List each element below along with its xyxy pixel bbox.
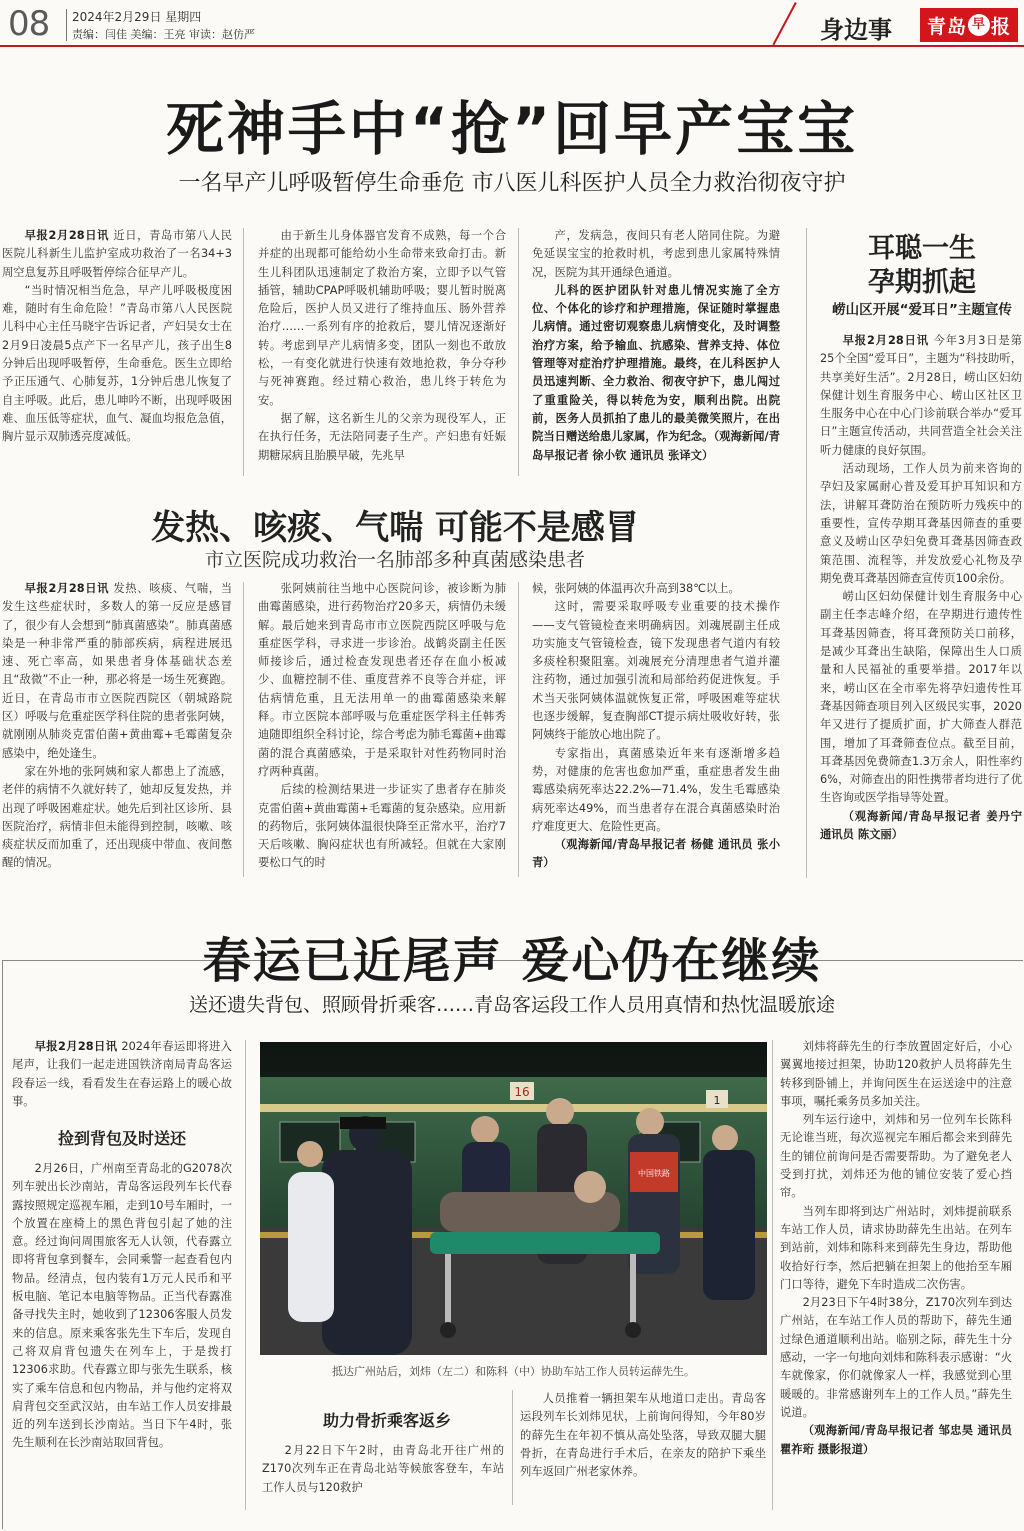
story1-column-1: 早报2月28日讯 近日，青岛市第八人民医院儿科新生儿监护室成功救治了一名34+3周空息复苏且呼吸暂停综合征早产儿。 “当时情况相当危急，早产儿呼吸极度困难，随时有生命危险！”青岛市第八人民医院儿科中心主任马晓宇告诉记者，产妇吴女士在2月9日凌晨5点产下一名早产儿，孩子出生8分钟后出现呼吸暂停，生命垂危。医生立即给予正压通气、心肺复苏，1分钟后患儿恢复了自主呼吸。此后，患儿呻吟不断，出现呼吸困难、血压低等症状，血气、凝血均报危急值，胸片显示双肺透亮度减低。: [2, 229, 232, 444]
column-divider: [518, 228, 519, 476]
vest-label: 中国铁路: [638, 1169, 670, 1178]
header-rule: [0, 45, 1024, 47]
story1-subheadline: 一名早产儿呼吸暂停生命垂危 市八医儿科医护人员全力救治彻夜守护: [178, 171, 846, 196]
story2-subheadline: 市立医院成功救治一名肺部多种真菌感染患者: [204, 549, 585, 571]
side-story-column: 早报2月28日讯 今年3月3日是第25个全国“爱耳日”，主题为“科技助听，共享美好生活”。2月28日，崂山区妇幼保健计划生育服务中心、崂山区社区卫生服务中心在中心门诊前联合举办“爱耳日”主题宣传活动，共同营造全社会关注听力健康的良好氛围。 活动现场，工作人员为前来咨询的孕妇及家属耐心普及爱耳护耳知识和方法，讲解耳聋防治在预防听力残疾中的重要性，宣传孕期耳聋基因筛查的重要意义及崂山区孕妇免费耳聋基因筛查政策范围、流程等，并发放爱心礼物及孕期免费耳聋基因筛查宣传页100余份。 崂山区妇幼保健计划生育服务中心副主任李志峰介绍，在孕期进行遗传性耳聋基因筛查，将耳聋预防关口前移，是减少耳聋出生缺陷，保障出生人口质量和人民福祉的重要举措。2017年以来，崂山区在全市率先将孕妇遗传性耳聋基因筛查项目列入区级民实事，2020年又进行了提质扩面，扩大筛查人群范围，增加了耳聋筛查位点。截至目前，耳聋基因免费筛查1.3万余人，阳性率约6%，对筛查出的阳性携带者均进行了优生咨询或医学指导等处置。 （观海新闻/青岛早报记者 姜丹宁 通讯员 陈文丽）: [820, 334, 1022, 842]
story3-section2-title: 助力骨折乘客返乡: [322, 1411, 451, 1430]
train-signal-number: 1: [713, 1094, 721, 1107]
story3-section1-title: 捡到背包及时送还: [57, 1129, 186, 1148]
story3-intro: 早报2月28日讯 2024年春运即将进入尾声，让我们一起走进国铁济南局青岛客运段春运一线，看看发生在春运路上的暖心故事。: [12, 1040, 232, 1108]
issue-date: 2024年2月29日 星期四: [72, 10, 202, 24]
column-divider: [243, 582, 244, 877]
side-headline-line1: 耳聪一生: [868, 233, 976, 264]
story3-column-4: 刘炜将薛先生的行李放置固定好后，小心翼翼地接过担架，协助120救护人员将薛先生转移到卧铺上，并询问医生在运送途中的注意事项，嘱托乘务员多加关注。 列车运行途中，刘炜和另一位列车长陈科无论谁当班，每次巡视完车厢后都会来到薛先生的铺位前询问是否需要帮助。为了避免老人受到打扰，刘炜还为他的铺位安装了爱心挡帘。 当列车即将到达广州站时，刘炜提前联系车站工作人员，请求协助薛先生出站。在列车到站前，刘炜和陈科来到薛先生身边，帮助他收拾好行李，然后把躺在担架上的他抬至车厢门口等待，避免下车时造成二次伤害。 2月23日下午4时38分，Z170次列车到达广州站，在车站工作人员的帮助下，薛先生通过绿色通道顺利出站。临别之际，薛先生十分感动，一字一句地向刘炜和陈科表示感谢：“火车就像家，你们就像家人一样，我感觉到心里暖暖的。非常感谢列车上的工作人员。”薛先生说道。 （观海新闻/青岛早报记者 邹忠昊 通讯员 瞿祚珩 摄影报道）: [780, 1040, 1012, 1456]
story3-headline: 春运已近尾声 爱心仍在继续: [202, 933, 822, 989]
story3-column-1: 2月26日，广州南至青岛北的G2078次列车驶出长沙南站，青岛客运段列车长代春露按照规定巡视车厢，走到10号车厢时，一个放置在座椅上的黑色背包引起了她的注意。经过询问周围旅客无人认领，代春露立即将背包拿到餐车，会同乘警一起查看包内物品。经清点，包内装有1万元人民币和平板电脑、笔记本电脑等物品。正当代春露准备寻找失主时，她收到了12306客服人员发来的信息。原来乘客张先生下车后，发现自己将双肩背包遗失在列车上，于是拨打12306求助。代春露立即与张先生联系，核实了乘车信息和包内物品，并与他约定将双肩背包交至武汉站，由车站工作人员安排最近的列车送到长沙南站。当日下午4时，张先生顺利在长沙南站取回背包。: [12, 1162, 232, 1450]
story3-column-3: 人员推着一辆担架车从地道口走出。青岛客运段列车长刘炜见状，上前询问得知，今年80岁的薛先生在年初不慎从高处坠落，导致双腿大腿骨折，在青岛进行手术后，在亲友的陪护下乘坐列车返回广州老家休养。: [520, 1392, 766, 1479]
story3-column-2: 2月22日下午2时，由青岛北开往广州的Z170次列车正在青岛北站等候旅客登车，车站工作人员与120救护: [262, 1444, 504, 1494]
story1-column-2: 由于新生儿身体器官发育不成熟，每一个合并症的出现都可能给幼小生命带来致命打击。新生儿科团队迅速制定了救治方案，立即予以气管插管，辅助CPAP呼吸机辅助呼吸；婴儿暂时脱离危险后，医护人员又进行了维持血压、肠外营养治疗……一系列有序的抢救后，婴儿情况逐渐好转。考虑到早产儿病情多变，团队一刻也不敢放松，一有变化就进行快速有效地抢救，争分夺秒与死神赛跑。经过精心救治，患儿终于转危为安。 据了解，这名新生儿的父亲为现役军人，正在执行任务，无法陪同妻子生产。产妇患有妊娠期糖尿病且胎膜早破，先兆早: [258, 229, 506, 462]
column-divider: [772, 1040, 773, 1510]
side-subheadline: 崂山区开展“爱耳日”主题宣传: [832, 302, 1012, 318]
story1-column-3: 产，发病急，夜间只有老人陪同住院。为避免延误宝宝的抢救时机，考虑到患儿家属特殊情况，医院为其开通绿色通道。 儿科的医护团队针对患儿情况实施了全方位、个体化的诊疗和护理措施，保证随时掌握患儿病情。通过密切观察患儿病情变化，及时调整治疗方案，给予输血、抗感染、营养支持、体位管理等对症治疗护理措施。最终，在儿科医护人员迅速判断、全力救治、彻夜守护下，患儿闯过了重重险关，得以转危为安，顺利出院。出院前，医务人员抓拍了患儿的最美微笑照片，在出院当日赠送给患儿家属，作为纪念。（观海新闻/青岛早报记者 徐小钦 通讯员 张译文）: [532, 229, 780, 462]
newspaper-logo: 青岛 早 报: [920, 8, 1018, 42]
side-column-divider: [806, 228, 807, 878]
train-car-number: 16: [514, 1085, 530, 1099]
photo-train-platform: [260, 1042, 767, 1355]
editorial-staff: 责编：闫佳 美编：王亮 审读：赵仿严: [72, 28, 255, 41]
side-headline-line2: 孕期抓起: [868, 267, 976, 298]
column-divider: [245, 1040, 246, 1510]
story2-column-2: 张阿姨前往当地中心医院问诊，被诊断为肺曲霉菌感染，进行药物治疗20多天，病情仍未缓解。最后她来到青岛市市立医院西院区呼吸与危重症医学科，寻求进一步诊治。战鹤炎副主任医师接诊后，通过检查发现患者还存在血小板减少、血糖控制不佳、重度营养不良等合并症，评估病情危重，且无法用单一的曲霉菌感染来解释。市立医院本部呼吸与危重症医学科主任韩秀迪随即组织全科讨论，综合考虑为肺毛霉菌+曲霉菌的混合真菌感染，于是采取针对性药物同时治疗两种真菌。 后续的检测结果进一步证实了患者存在肺炎克雷伯菌+黄曲霉菌+毛霉菌的复杂感染。应用新的药物后，张阿姨体温很快降至正常水平，治疗7天后咳嗽、胸闷症状也有所减轻。但就在大家刚要松口气的时: [258, 582, 506, 870]
photo-caption: 抵达广州站后，刘炜（左二）和陈科（中）协助车站工作人员转运薛先生。: [332, 1365, 695, 1378]
story2-column-1: 早报2月28日讯 发热、咳痰、气喘，当发生这些症状时，多数人的第一反应是感冒了，很少有人会想到“肺真菌感染”。肺真菌感染是一种非常严重的肺部疾病，病程进展迅速、死亡率高，如果患者身体基础状态差且“敌微”不止一种，那必将是一场生死赛跑。近日，在青岛市市立医院西院区（朝城路院区）呼吸与危重症医学科住院的患者张阿姨，就刚刚从肺炎克雷伯菌+黄曲霉+毛霉菌复杂感染中，绝处逢生。 家在外地的张阿姨和家人都患上了流感，老伴的病情不久就好转了，她却反复发热，并出现了呼吸困难症状。她先后到社区诊所、县医院治疗，病情非但未能得到控制，咳嗽、咳痰症状反而加重了，还出现痰中带血、夜间憋醒的情况。: [2, 582, 232, 870]
header-divider: [66, 9, 67, 41]
column-divider: [243, 228, 244, 476]
news-photo: [260, 1042, 767, 1355]
column-divider: [518, 582, 519, 877]
page-number: 08: [8, 4, 50, 44]
header-slash-decoration: [772, 2, 796, 45]
column-divider: [512, 1390, 513, 1505]
story3-subheadline: 送还遗失背包、照顾骨折乘客……青岛客运段工作人员用真情和热忱温暖旅途: [188, 994, 835, 1016]
story2-headline: 发热、咳痰、气喘 可能不是感冒: [151, 508, 639, 548]
story1-headline: 死神手中“抢”回早产宝宝: [165, 95, 859, 163]
story2-column-3: 候，张阿姨的体温再次升高到38℃以上。 这时，需要采取呼吸专业重要的技术操作——支气管镜检查来明确病因。刘魂展副主任成功实施支气管镜检查，镜下发现患者气道内有较多痰栓积聚阻塞。刘魂展充分清理患者气道并灌注药物，通过加强引流和局部给药促进恢复。手术当天张阿姨体温就恢复正常，呼吸困难等症状也逐步缓解，复查胸部CT提示病灶吸收好转，张阿姨终于能放心地出院了。 专家指出，真菌感染近年来有逐渐增多趋势，对健康的危害也愈加严重，重症患者发生曲霉感染病死率达22.2%—71.4%，发生毛霉感染病死率达49%，而当患者存在混合真菌感染时治疗难度更大、危险性更高。 （观海新闻/青岛早报记者 杨健 通讯员 张小青）: [532, 582, 780, 870]
section-name: 身边事: [820, 16, 892, 44]
